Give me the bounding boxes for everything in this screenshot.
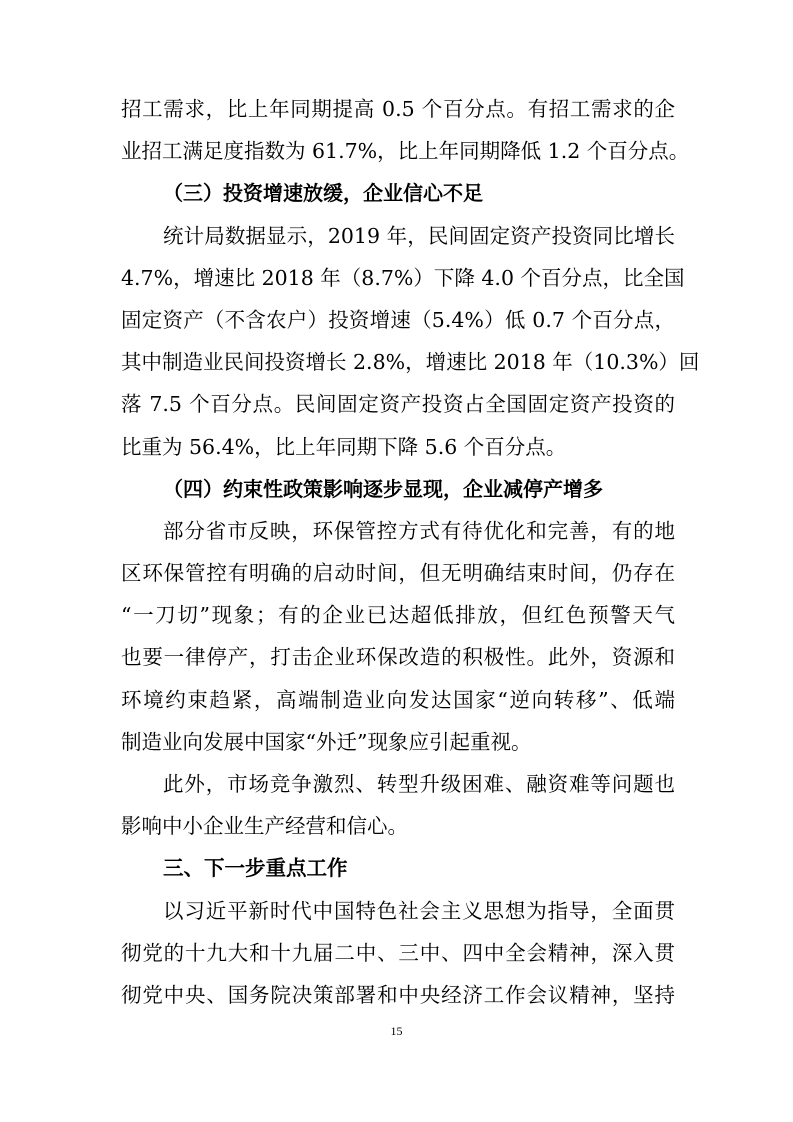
paragraph-line: 制造业向发展中国家“外迁”现象应引起重视。	[121, 729, 532, 754]
paragraph-line: 区环保管控有明确的启动时间，但无明确结束时间，仍存在	[121, 561, 675, 586]
paragraph-line: 招工需求，比上年同期提高 0.5 个百分点。有招工需求的企	[121, 97, 675, 121]
body-text	[121, 88, 700, 1016]
page-number: 15	[390, 1024, 403, 1038]
paragraph-line: 统计局数据显示，2019 年，民间固定资产投资同比增长	[163, 223, 675, 248]
paragraph-line: 彻党中央、国务院决策部署和中央经济工作会议精神，坚持	[121, 982, 675, 1007]
paragraph-line: 此外，市场竞争激烈、转型升级困难、融资难等问题也	[163, 772, 675, 796]
subsection-heading-4: （四）约束性政策影响逐步显现，企业减停产增多	[163, 476, 603, 501]
paragraph-line: “一刀切”现象；有的企业已达超低排放，但红色预警天气	[121, 603, 675, 628]
paragraph-line: 也要一律停产，打击企业环保改造的积极性。此外，资源和	[121, 645, 675, 670]
paragraph-line: 影响中小企业生产经营和信心。	[121, 814, 408, 839]
paragraph-line: 比重为 56.4%，比上年同期下降 5.6 个百分点。	[121, 434, 567, 459]
paragraph-line: 部分省市反映，环保管控方式有待优化和完善，有的地	[163, 518, 675, 543]
paragraph-line: 其中制造业民间投资增长 2.8%，增速比 2018 年（10.3%）回	[121, 350, 700, 375]
paragraph-line: 固定资产（不含农户）投资增速（5.4%）低 0.7 个百分点，	[121, 307, 675, 332]
paragraph-line: 4.7%，增速比 2018 年（8.7%）下降 4.0 个百分点，比全国	[121, 265, 685, 290]
paragraph-line: 以习近平新时代中国特色社会主义思想为指导，全面贯	[163, 898, 675, 923]
paragraph-line: 环境约束趋紧，高端制造业向发达国家“逆向转移”、低端	[121, 687, 675, 712]
paragraph-line: 业招工满足度指数为 61.7%，比上年同期降低 1.2 个百分点。	[121, 139, 690, 164]
subsection-heading-3: （三）投资增速放缓，企业信心不足	[163, 181, 483, 206]
paragraph-line: 彻党的十九大和十九届二中、三中、四中全会精神，深入贯	[121, 940, 675, 965]
section-heading-3: 三、下一步重点工作	[163, 856, 348, 881]
paragraph-line: 落 7.5 个百分点。民间固定资产投资占全国固定资产投资的	[121, 392, 675, 417]
